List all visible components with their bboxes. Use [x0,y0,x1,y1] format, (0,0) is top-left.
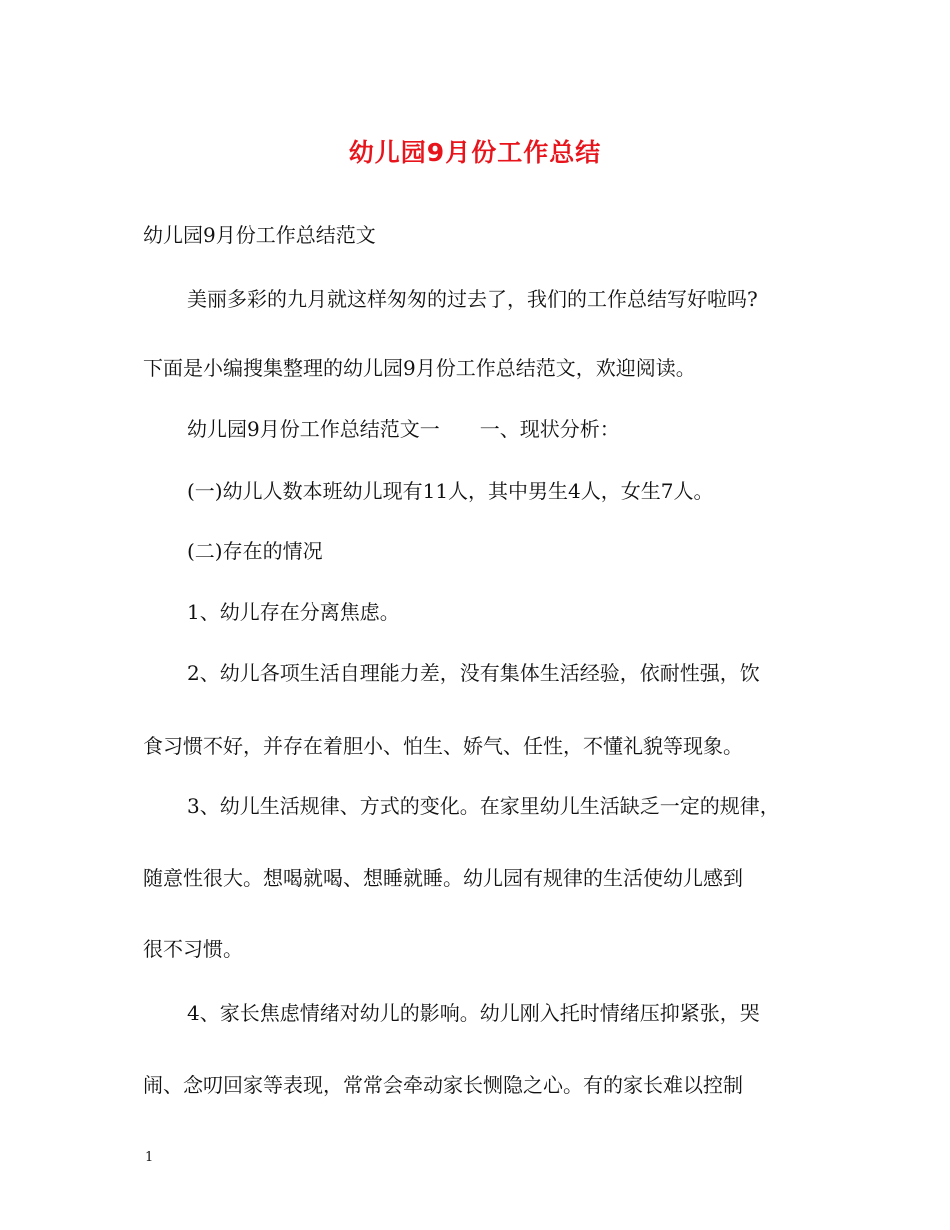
paragraph-line: 美丽多彩的九月就这样匆匆的过去了，我们的工作总结写好啦吗? [187,287,758,311]
document-title: 幼儿园9月份工作总结 [348,138,602,167]
paragraph-line: (一)幼儿人数本班幼儿现有11人，其中男生4人，女生7人。 [187,479,714,503]
section-heading: (二)存在的情况 [187,539,323,563]
paragraph-line: 随意性很大。想喝就喝、想睡就睡。幼儿园有规律的生活使幼儿感到 [143,866,743,890]
list-item: 3、幼儿生活规律、方式的变化。在家里幼儿生活缺乏一定的规律， [187,794,780,818]
page-number: 1 [145,1150,154,1165]
paragraph-line: 很不习惯。 [143,937,243,961]
paragraph-line: 闹、念叨回家等表现，常常会牵动家长恻隐之心。有的家长难以控制 [143,1073,743,1097]
section-heading: 幼儿园9月份工作总结范文一 一、现状分析： [187,417,620,441]
subtitle-line: 幼儿园9月份工作总结范文 [143,223,376,247]
paragraph-line: 食习惯不好，并存在着胆小、怕生、娇气、任性，不懂礼貌等现象。 [143,734,743,758]
list-item: 2、幼儿各项生活自理能力差，没有集体生活经验，依耐性强，饮 [187,661,760,685]
paragraph-line: 下面是小编搜集整理的幼儿园9月份工作总结范文，欢迎阅读。 [143,356,696,380]
list-item: 1、幼儿存在分离焦虑。 [187,600,400,624]
list-item: 4、家长焦虑情绪对幼儿的影响。幼儿刚入托时情绪压抑紧张，哭 [187,1001,760,1025]
